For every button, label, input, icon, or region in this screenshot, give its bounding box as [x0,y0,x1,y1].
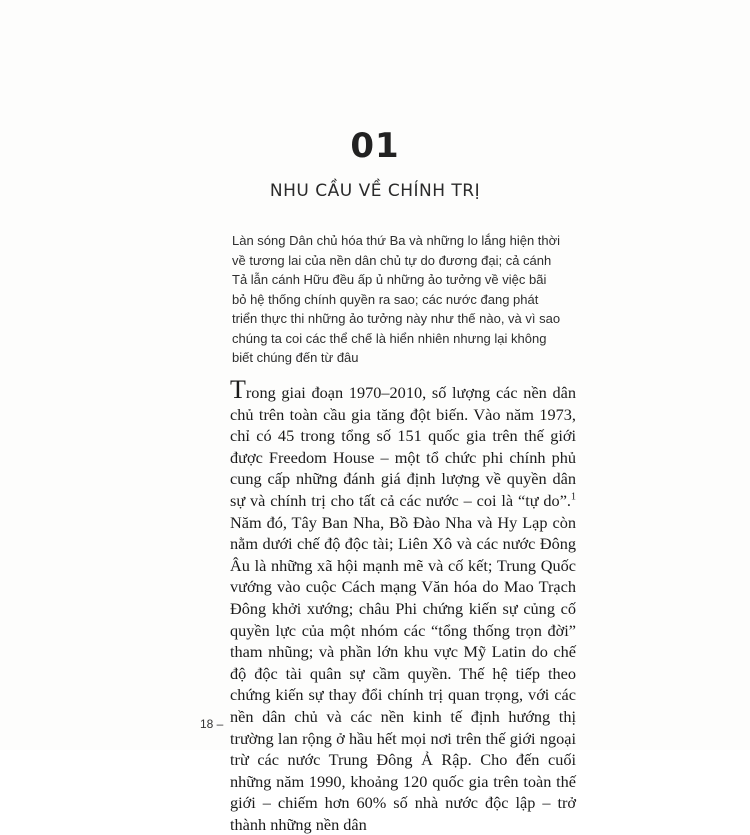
chapter-number: 01 [350,126,400,166]
body-text-part1: rong giai đoạn 1970–2010, số lượng các nền dân chủ trên toàn cầu gia tăng đột biến. Vào năm 1973, chỉ có 45 trong tổng số 151 quốc gia trên thế giới được Freedom House – một tổ chức phi chính phủ cung cấp những đánh giá định lượng về quyền dân sự và chính trị cho tất cả các nước – coi là “tự do”. [230,383,576,510]
footnote-marker: 1 [571,491,576,503]
body-text-part2: Năm đó, Tây Ban Nha, Bồ Đào Nha và Hy Lạp còn nằm dưới chế độ độc tài; Liên Xô và các nước Đông Âu là những xã hội mạnh mẽ và cố kết; Trung Quốc vướng vào cuộc Cách mạng Văn hóa do Mao Trạch Đông khởi xướng; châu Phi chứng kiến sự củng cố quyền lực của một nhóm các “tổng thống trọn đời” tham nhũng; và phần lớn khu vực Mỹ Latin do chế độ độc tài quân sự cầm quyền. Thế hệ tiếp theo chứng kiến sự thay đổi chính trị quan trọng, với các nền dân chủ và các nền kinh tế định hướng thị trường lan rộng ở hầu hết mọi nơi trên thế giới ngoại trừ các nước Trung Đông Ả Rập. Cho đến cuối những năm 1990, khoảng 120 quốc gia trên toàn thế giới – chiếm hơn 60% số nhà nước độc lập – trở thành những nền dân [230,512,576,834]
drop-cap: T [230,375,246,404]
page-number: 18 – [200,717,224,731]
chapter-abstract: Làn sóng Dân chủ hóa thứ Ba và những lo lắng hiện thời về tương lai của nền dân chủ tự do đương đại; cả cánh Tả lẫn cánh Hữu đều ấp ủ những ảo tưởng về việc bãi bỏ hệ thống chính quyền ra sao; các nước đang phát triển thực thi những ảo tưởng này như thế nào, và vì sao chúng ta coi các thể chế là hiển nhiên nhưng lại không biết chúng đến từ đâu [232,233,561,365]
chapter-title: NHU CẦU VỀ CHÍNH TRỊ [269,181,481,201]
body-paragraph [230,375,576,835]
